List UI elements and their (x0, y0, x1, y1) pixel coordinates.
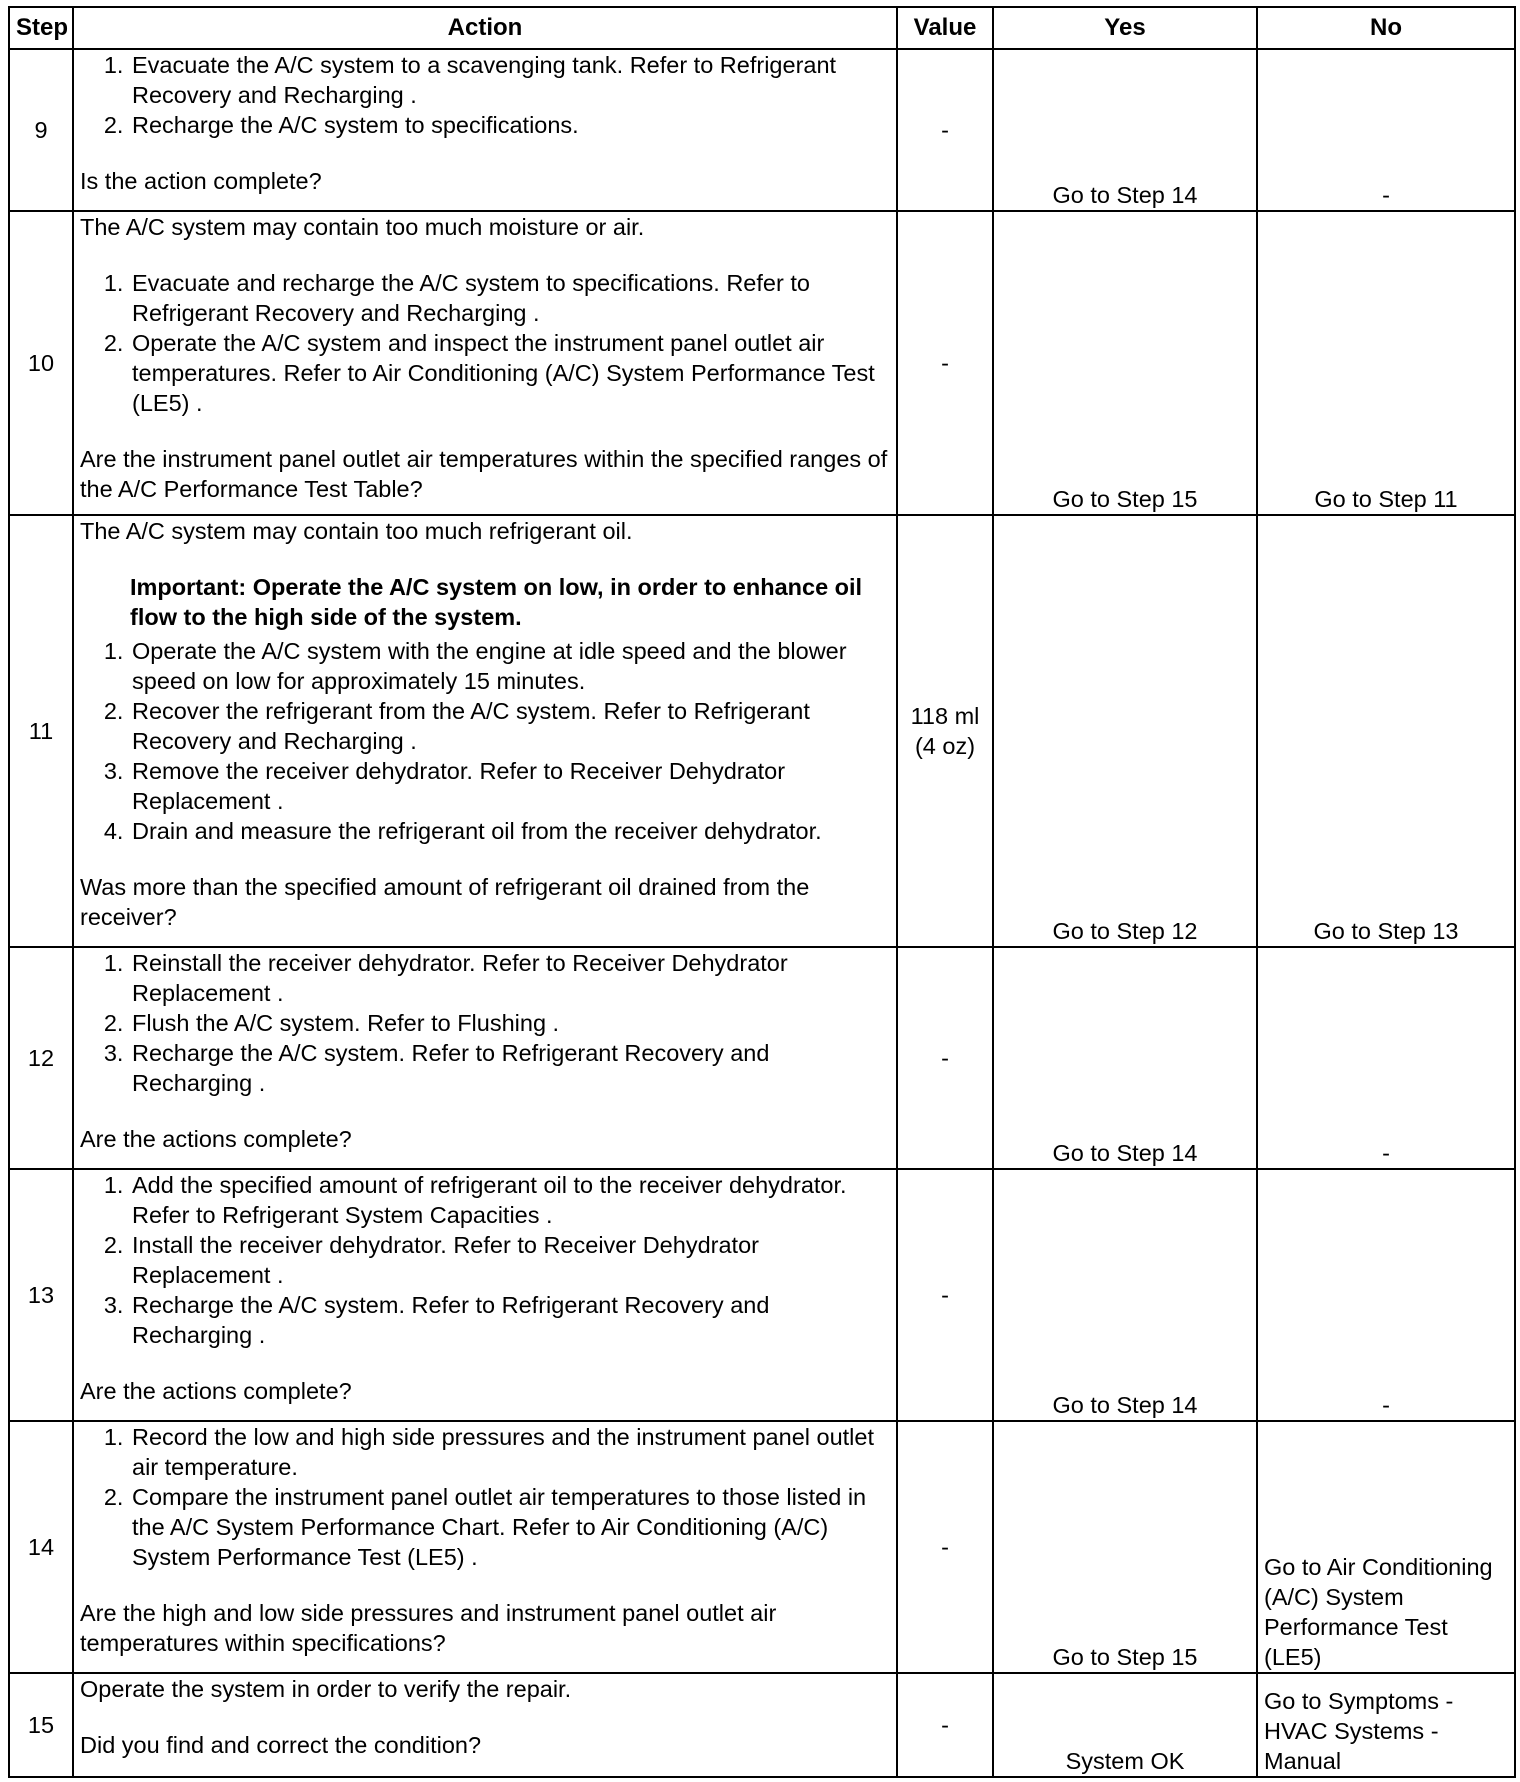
action-step: 2. Flush the A/C system. Refer to Flushing . (130, 1008, 890, 1038)
action-step: 1. Operate the A/C system with the engine at idle speed and the blower speed on low for approximately 15 minutes. (130, 636, 890, 696)
no-cell: - (1257, 1169, 1515, 1420)
diagnostic-table (8, 6, 1516, 1778)
value-cell: - (897, 1169, 993, 1420)
step-number: 12 (9, 947, 73, 1170)
value-cell: - (897, 211, 993, 515)
action-question: Are the actions complete? (80, 1125, 352, 1152)
no-cell: - (1257, 947, 1515, 1170)
table-row-step-13 (9, 1169, 1515, 1420)
no-cell: Go to Symptoms - HVAC Systems - Manual (1257, 1673, 1515, 1777)
header-yes: Yes (993, 7, 1257, 49)
no-cell: - (1257, 49, 1515, 211)
header-no: No (1257, 7, 1515, 49)
action-cell (73, 49, 897, 211)
action-cell (73, 1421, 897, 1673)
table-row-step-10 (9, 211, 1515, 515)
table-row-step-9 (9, 49, 1515, 211)
action-question: Are the actions complete? (80, 1378, 352, 1405)
table-row-step-11 (9, 515, 1515, 947)
yes-cell: Go to Step 15 (993, 211, 1257, 515)
value-cell: - (897, 1673, 993, 1777)
action-step: 2. Operate the A/C system and inspect the instrument panel outlet air temperatures. Refer to Air Conditioning (A/C) System Performance Test (LE5) . (130, 328, 890, 418)
yes-cell: Go to Step 14 (993, 49, 1257, 211)
action-step: 1. Add the specified amount of refrigerant oil to the receiver dehydrator. Refer to Refrigerant System Capacities . (130, 1170, 890, 1230)
table-row-step-12 (9, 947, 1515, 1170)
step-number: 10 (9, 211, 73, 515)
action-cell (73, 1169, 897, 1420)
action-cell (73, 211, 897, 515)
yes-cell: System OK (993, 1673, 1257, 1777)
action-intro: The A/C system may contain too much refrigerant oil. (80, 517, 633, 544)
action-question: Are the instrument panel outlet air temperatures within the specified ranges of the A/C Performance Test Table? (80, 445, 888, 502)
value-imperial: (4 oz) (914, 732, 976, 759)
action-step: 1. Evacuate and recharge the A/C system to specifications. Refer to Refrigerant Recovery and Recharging . (130, 268, 890, 328)
header-row (9, 7, 1515, 49)
value-cell: - (897, 49, 993, 211)
important-note: Important: Operate the A/C system on low, in order to enhance oil flow to the high side of the system. (130, 573, 863, 630)
action-steps (80, 636, 890, 846)
action-step: 1. Record the low and high side pressures and the instrument panel outlet air temperature. (130, 1422, 890, 1482)
action-step: 2. Install the receiver dehydrator. Refer to Receiver Dehydrator Replacement . (130, 1230, 890, 1290)
action-intro: The A/C system may contain too much moisture or air. (80, 213, 645, 240)
action-steps (80, 1422, 890, 1572)
action-intro: Operate the system in order to verify the repair. (80, 1675, 572, 1702)
table-row-step-14 (9, 1421, 1515, 1673)
action-cell (73, 515, 897, 947)
action-step: 3. Recharge the A/C system. Refer to Refrigerant Recovery and Recharging . (130, 1290, 890, 1350)
action-step: 2. Recover the refrigerant from the A/C system. Refer to Refrigerant Recovery and Recharging . (130, 696, 890, 756)
diagnostic-table-container (8, 6, 1514, 1778)
step-number: 11 (9, 515, 73, 947)
action-cell (73, 947, 897, 1170)
step-number: 13 (9, 1169, 73, 1420)
action-steps (80, 268, 890, 418)
header-step: Step (9, 7, 73, 49)
yes-cell: Go to Step 14 (993, 947, 1257, 1170)
action-step: 3. Remove the receiver dehydrator. Refer to Receiver Dehydrator Replacement . (130, 756, 890, 816)
no-cell: Go to Step 13 (1257, 515, 1515, 947)
value-metric: 118 ml (910, 702, 980, 729)
action-step: 2. Recharge the A/C system to specifications. (130, 110, 890, 140)
action-step: 1. Evacuate the A/C system to a scavenging tank. Refer to Refrigerant Recovery and Recharging . (130, 50, 890, 110)
action-question: Are the high and low side pressures and instrument panel outlet air temperatures within specifications? (80, 1599, 777, 1656)
action-question: Was more than the specified amount of refrigerant oil drained from the receiver? (80, 873, 810, 930)
step-number: 14 (9, 1421, 73, 1673)
header-value: Value (897, 7, 993, 49)
yes-cell: Go to Step 15 (993, 1421, 1257, 1673)
action-question: Is the action complete? (80, 168, 322, 194)
action-step: 3. Recharge the A/C system. Refer to Refrigerant Recovery and Recharging . (130, 1038, 890, 1098)
no-cell: Go to Air Conditioning (A/C) System Performance Test (LE5) (1257, 1421, 1515, 1673)
value-cell (897, 515, 993, 947)
action-question: Did you find and correct the condition? (80, 1731, 482, 1758)
action-steps (80, 50, 890, 140)
header-action: Action (73, 7, 897, 49)
action-cell (73, 1673, 897, 1777)
table-row-step-15 (9, 1673, 1515, 1777)
no-cell: Go to Step 11 (1257, 211, 1515, 515)
yes-cell: Go to Step 14 (993, 1169, 1257, 1420)
yes-cell: Go to Step 12 (993, 515, 1257, 947)
action-step: 2. Compare the instrument panel outlet air temperatures to those listed in the A/C System Performance Chart. Refer to Air Conditioning (A/C) System Performance Test (LE5) . (130, 1482, 890, 1572)
step-number: 9 (9, 49, 73, 211)
value-cell: - (897, 947, 993, 1170)
action-step: 4. Drain and measure the refrigerant oil from the receiver dehydrator. (130, 816, 890, 846)
action-step: 1. Reinstall the receiver dehydrator. Refer to Receiver Dehydrator Replacement . (130, 948, 890, 1008)
value-cell: - (897, 1421, 993, 1673)
step-number: 15 (9, 1673, 73, 1777)
action-steps (80, 948, 890, 1098)
action-steps (80, 1170, 890, 1350)
